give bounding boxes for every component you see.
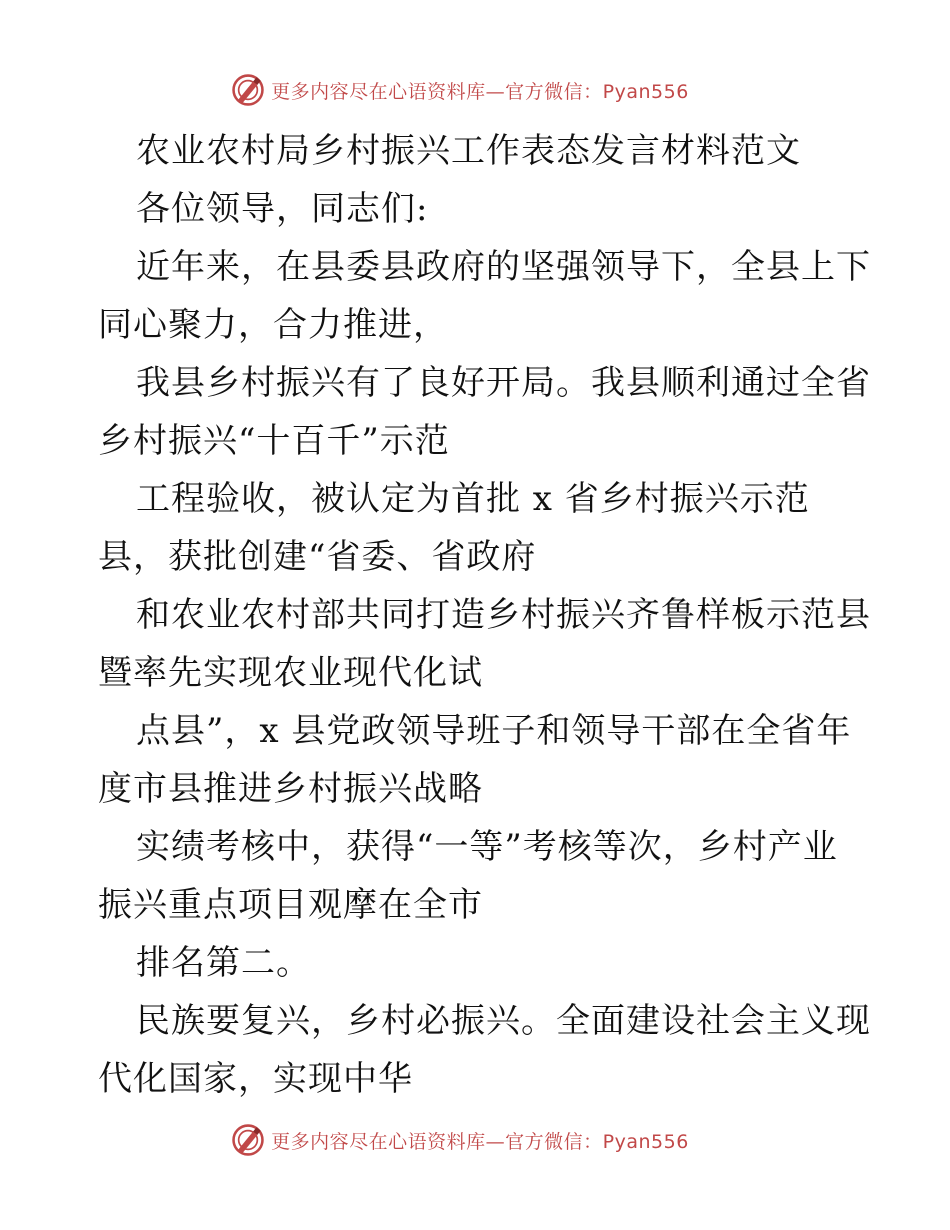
paragraph-line: 民族要复兴，乡村必振兴。全面建设社会主义现 <box>136 1001 871 1041</box>
paragraph-line: 乡村振兴“十百千”示范 <box>98 421 450 461</box>
paragraph-line: 暨率先实现农业现代化试 <box>98 653 483 693</box>
paragraph-line: 同心聚力，合力推进， <box>98 305 448 345</box>
paragraph-line: 实绩考核中，获得“一等”考核等次，乡村产业 <box>136 827 838 867</box>
paragraph-line: 度市县推进乡村振兴战略 <box>98 769 483 809</box>
watermark-text: 更多内容尽在心语资料库—官方微信：Pyan556 <box>271 80 689 103</box>
paragraph-line: 近年来，在县委县政府的坚强领导下，全县上下 <box>136 247 871 287</box>
document-title: 农业农村局乡村振兴工作表态发言材料范文 <box>136 131 801 171</box>
paragraph-line: 工程验收，被认定为首批 x 省乡村振兴示范 <box>136 479 810 519</box>
footer-watermark <box>0 1120 950 1160</box>
paragraph-line: 县，获批创建“省委、省政府 <box>98 537 537 577</box>
paragraph-line: 我县乡村振兴有了良好开局。我县顺利通过全省 <box>136 363 871 403</box>
paragraph-line: 排名第二。 <box>136 943 311 983</box>
paragraph-line: 代化国家，实现中华 <box>98 1059 413 1099</box>
header-watermark <box>0 70 950 110</box>
paragraph-line: 点县”，x 县党政领导班子和领导干部在全省年 <box>136 711 852 751</box>
pen-logo-icon <box>231 73 265 107</box>
document-body <box>98 122 871 1108</box>
salutation: 各位领导，同志们: <box>136 189 429 229</box>
paragraph-line: 和农业农村部共同打造乡村振兴齐鲁样板示范县 <box>136 595 871 635</box>
pen-logo-icon <box>231 1123 265 1157</box>
watermark-text: 更多内容尽在心语资料库—官方微信：Pyan556 <box>271 1130 689 1153</box>
paragraph-line: 振兴重点项目观摩在全市 <box>98 885 483 925</box>
